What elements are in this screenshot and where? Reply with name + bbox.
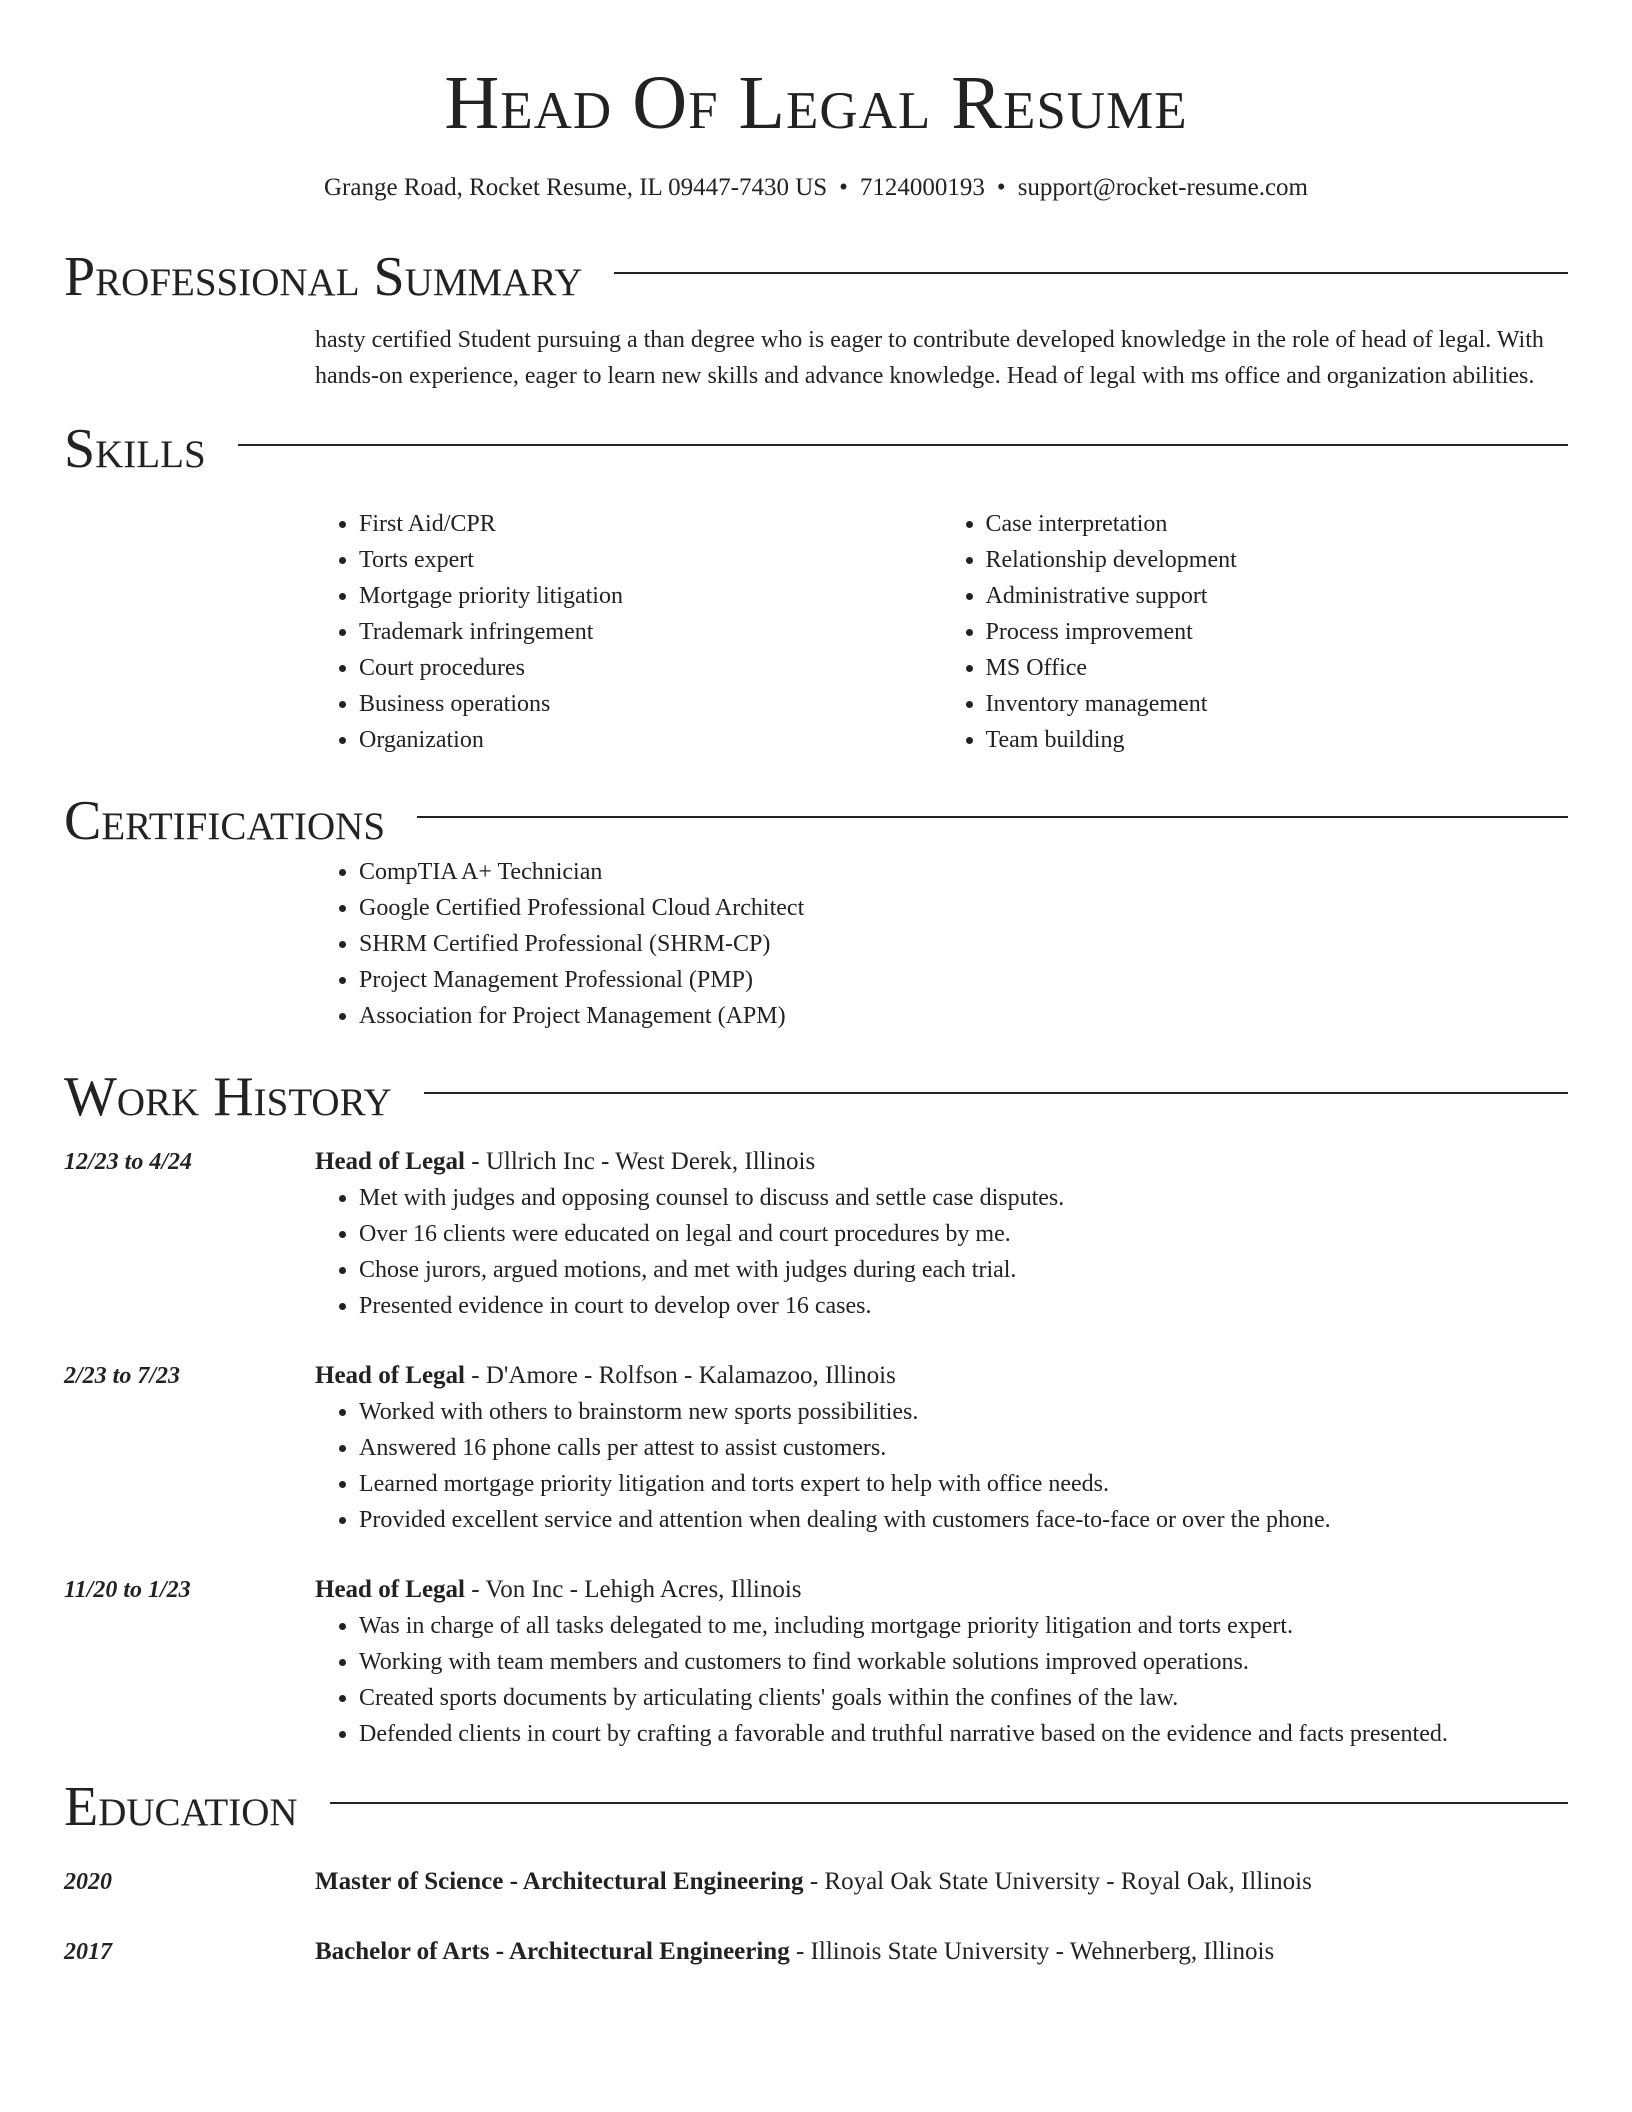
job-bullet: • Over 16 clients were educated on legal and court procedures by me. [359, 1216, 1568, 1252]
contact-separator: • [996, 174, 1006, 201]
job-bullets [315, 1608, 1568, 1752]
education-school: - Illinois State University - Wehnerberg, Illinois [789, 1938, 1275, 1965]
job-employer: - Ullrich Inc - West Derek, Illinois [465, 1148, 816, 1175]
skill-item: • Team building [986, 722, 1569, 758]
job-bullet: • Met with judges and opposing counsel to discuss and settle case disputes. [359, 1180, 1568, 1216]
job-entry [64, 1572, 1568, 1752]
skill-item: • Trademark infringement [359, 614, 942, 650]
job-dates: 12/23 to 4/24 [64, 1149, 193, 1175]
certifications-list [315, 854, 1568, 1034]
summary-text: hasty certified Student pursuing a than degree who is eager to contribute developed knowledge in the role of head of legal. With hands-on experience, eager to learn new skills and advance knowledge. Head of legal with ms office and organization abilities. [315, 327, 1544, 389]
job-bullet: • Defended clients in court by crafting a favorable and truthful narrative based on the evidence and facts presented. [359, 1716, 1568, 1752]
education-year: 2020 [64, 1869, 112, 1895]
job-title-line [315, 1144, 1568, 1180]
work-section-header [64, 1064, 1568, 1130]
job-bullet: • Worked with others to brainstorm new sports possibilities. [359, 1394, 1568, 1430]
job-title-line [315, 1572, 1568, 1608]
job-details [315, 1144, 1568, 1324]
certification-item: • Google Certified Professional Cloud Architect [359, 890, 1568, 926]
job-bullet: • Learned mortgage priority litigation and torts expert to help with office needs. [359, 1466, 1568, 1502]
skill-item: • Administrative support [986, 578, 1569, 614]
skills-grid [315, 506, 1568, 758]
skill-item: • Mortgage priority litigation [359, 578, 942, 614]
certification-item: • SHRM Certified Professional (SHRM-CP) [359, 926, 1568, 962]
job-bullet: • Chose jurors, argued motions, and met with judges during each trial. [359, 1252, 1568, 1288]
section-divider [238, 444, 1568, 446]
job-bullet: • Provided excellent service and attention when dealing with customers face-to-face or over the phone. [359, 1502, 1568, 1538]
work-section [64, 1144, 1568, 1752]
skill-item: • Process improvement [986, 614, 1569, 650]
certifications-section [64, 854, 1568, 1034]
job-bullets [315, 1394, 1568, 1538]
summary-section [64, 322, 1568, 394]
skill-item: • Relationship development [986, 542, 1569, 578]
certification-item: • Association for Project Management (APM) [359, 998, 1568, 1034]
job-details [315, 1572, 1568, 1752]
skills-list-left [315, 506, 942, 758]
skills-section [64, 506, 1568, 758]
skills-section-header [64, 416, 1568, 482]
skill-item: • MS Office [986, 650, 1569, 686]
certifications-section-header [64, 788, 1568, 854]
job-bullet: • Working with team members and customers to find workable solutions improved operations. [359, 1644, 1568, 1680]
job-entry [64, 1358, 1568, 1538]
skill-item: • Torts expert [359, 542, 942, 578]
education-section [64, 1864, 1568, 1970]
work-heading: Work History [64, 1066, 392, 1128]
job-employer: - D'Amore - Rolfson - Kalamazoo, Illinois [465, 1362, 896, 1389]
job-title-line [315, 1358, 1568, 1394]
education-degree: Master of Science - Architectural Engineering [315, 1868, 804, 1895]
contact-email: support@rocket-resume.com [1017, 174, 1308, 201]
job-employer: - Von Inc - Lehigh Acres, Illinois [465, 1576, 802, 1603]
section-divider [330, 1802, 1568, 1804]
contact-address: Grange Road, Rocket Resume, IL 09447-7430 US [324, 174, 828, 201]
education-details [315, 1934, 1568, 1970]
skill-item: • Inventory management [986, 686, 1569, 722]
job-title: Head of Legal [315, 1148, 465, 1175]
job-bullets [315, 1180, 1568, 1324]
education-details [315, 1864, 1568, 1900]
skill-item: • First Aid/CPR [359, 506, 942, 542]
job-entry [64, 1144, 1568, 1324]
skill-item: • Organization [359, 722, 942, 758]
education-degree: Bachelor of Arts - Architectural Engineering [315, 1938, 790, 1965]
contact-separator: • [839, 174, 848, 201]
skills-heading: Skills [64, 418, 206, 480]
section-divider [417, 816, 1568, 818]
certifications-heading: Certifications [64, 790, 386, 852]
education-heading: Education [64, 1776, 298, 1838]
education-entry [64, 1934, 1568, 1970]
job-details [315, 1358, 1568, 1538]
resume-title: Head Of Legal Resume [444, 61, 1188, 145]
certification-item: • CompTIA A+ Technician [359, 854, 1568, 890]
education-year: 2017 [64, 1939, 112, 1965]
section-divider [614, 272, 1568, 274]
education-section-header [64, 1774, 1568, 1840]
skill-item: • Court procedures [359, 650, 942, 686]
skill-item: • Business operations [359, 686, 942, 722]
education-entry [64, 1864, 1568, 1900]
job-title: Head of Legal [315, 1362, 465, 1389]
skill-item: • Case interpretation [986, 506, 1569, 542]
job-title: Head of Legal [315, 1576, 465, 1603]
job-bullet: • Created sports documents by articulating clients' goals within the confines of the law. [359, 1680, 1568, 1716]
education-school: - Royal Oak State University - Royal Oak, Illinois [803, 1868, 1312, 1895]
job-bullet: • Presented evidence in court to develop over 16 cases. [359, 1288, 1568, 1324]
summary-section-header [64, 244, 1568, 310]
section-divider [424, 1092, 1568, 1094]
contact-line [64, 172, 1568, 204]
summary-heading: Professional Summary [64, 246, 583, 308]
skills-list-right [942, 506, 1569, 758]
job-bullet: • Was in charge of all tasks delegated to me, including mortgage priority litigation and torts expert. [359, 1608, 1568, 1644]
contact-phone: 7124000193 [859, 174, 985, 201]
job-dates: 2/23 to 7/23 [64, 1363, 181, 1389]
certification-item: • Project Management Professional (PMP) [359, 962, 1568, 998]
job-dates: 11/20 to 1/23 [64, 1577, 191, 1603]
job-bullet: • Answered 16 phone calls per attest to assist customers. [359, 1430, 1568, 1466]
